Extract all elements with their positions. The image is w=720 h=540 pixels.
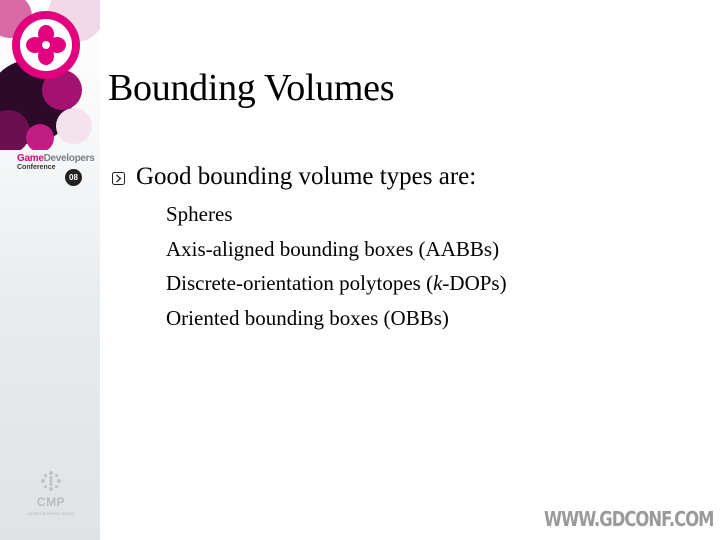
sub-bullet-text: Discrete-orientation polytopes ( (166, 271, 434, 296)
sub-bullet-item: Oriented bounding boxes (OBBs) (166, 306, 449, 331)
cmp-logo-icon (40, 470, 62, 492)
sub-bullet-item (166, 270, 507, 305)
cmp-logo-tagline: United Business Media (27, 511, 75, 516)
slide-title: Bounding Volumes (108, 67, 395, 109)
gdc-logo-year: 08 (65, 169, 82, 186)
chevron-right-in-box-icon (112, 172, 125, 185)
flower-logo-icon (20, 19, 72, 71)
sub-bullet-text: -DOPs) (442, 271, 507, 296)
sidebar-art (0, 0, 100, 150)
gdc-logo-wordmark: GameDevelopers (17, 153, 95, 164)
gdc-logo (17, 153, 99, 187)
cmp-logo (18, 470, 84, 520)
gdc-logo-subtitle: Conference (17, 164, 56, 171)
sub-bullet-item: Spheres (166, 202, 233, 226)
cmp-logo-name: CMP (36, 495, 66, 509)
sub-bullet-list (166, 201, 507, 340)
main-bullet-text: Good bounding volume types are: (136, 163, 477, 190)
sub-bullet-item: Axis-aligned bounding boxes (AABBs) (166, 236, 500, 261)
sub-bullet-italic: k (433, 271, 443, 296)
sidebar-decoration (0, 0, 100, 540)
footer-url: WWW.GDCONF.COM (544, 507, 714, 531)
